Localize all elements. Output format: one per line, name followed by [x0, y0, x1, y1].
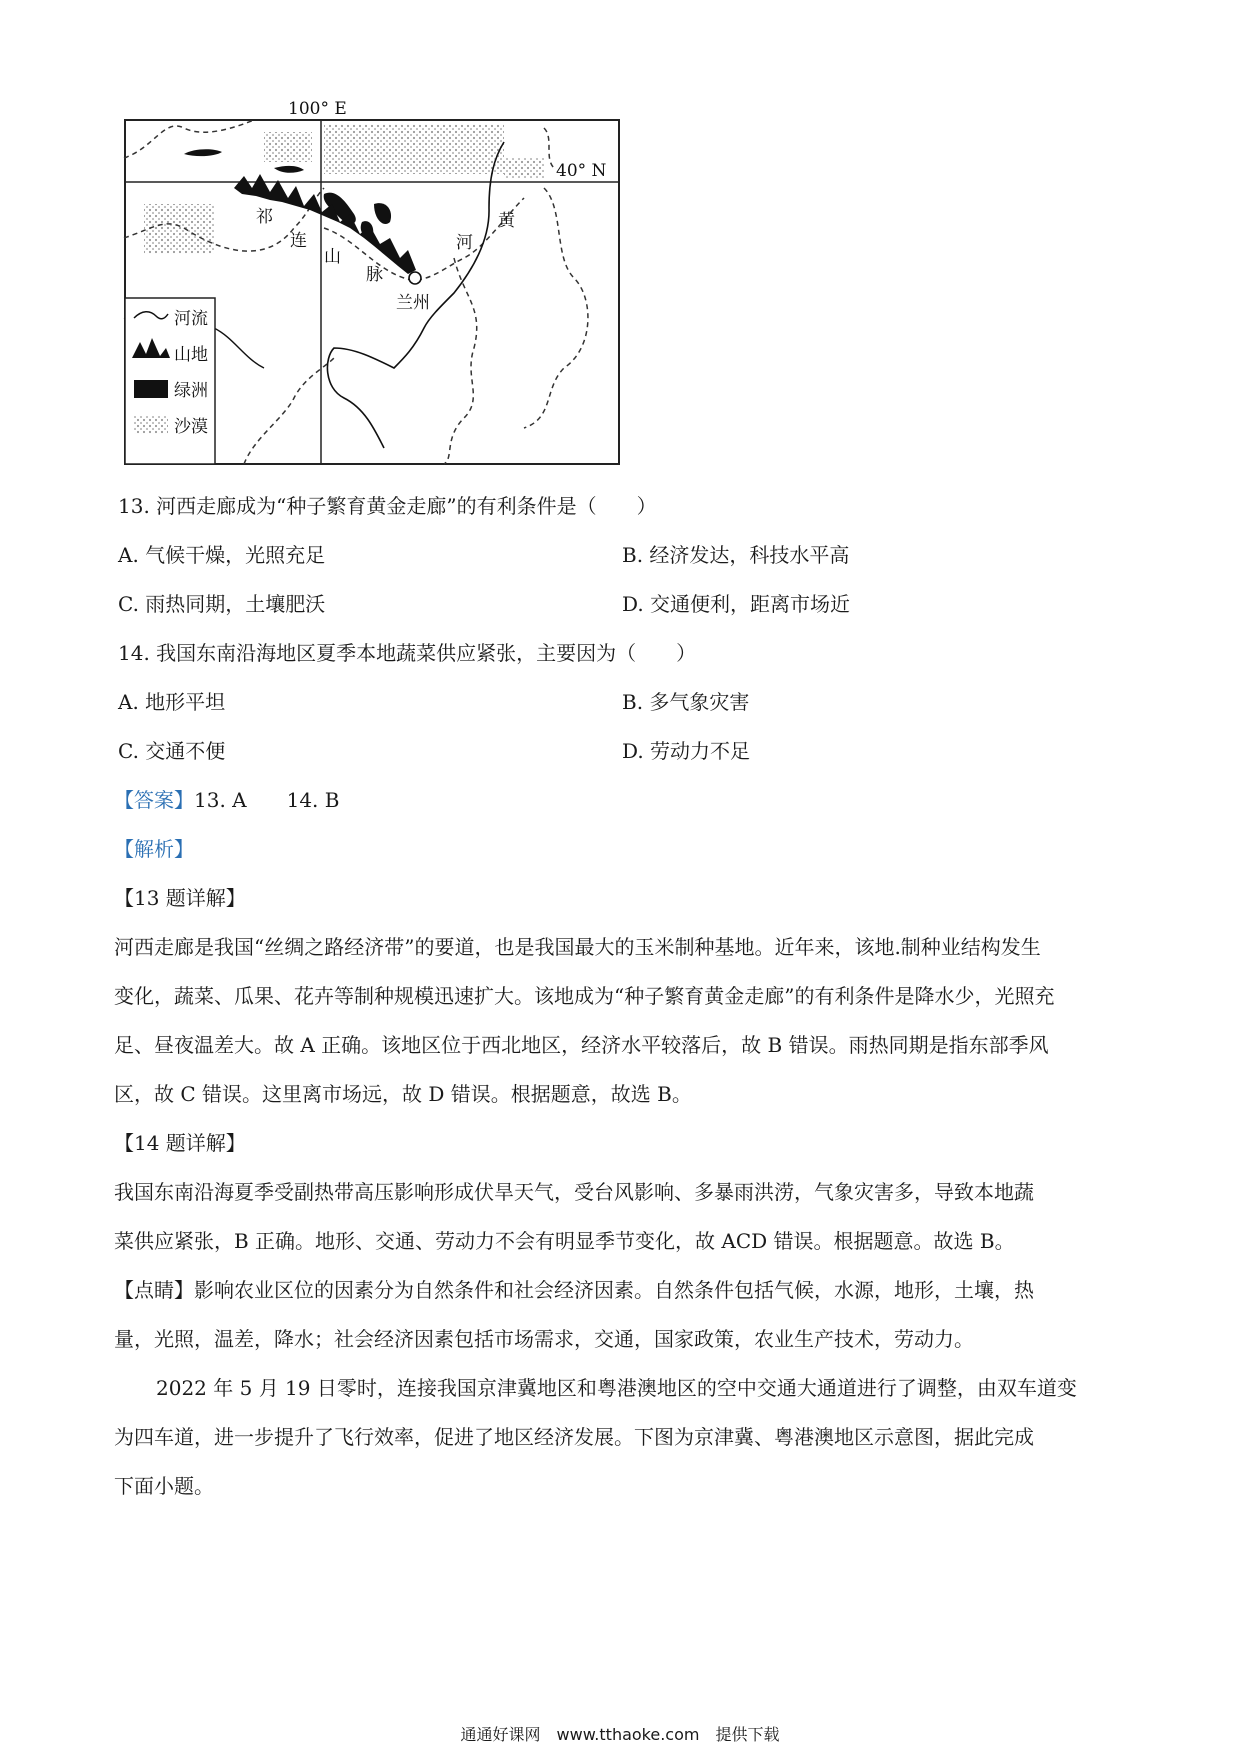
map-label-he: 河 [456, 233, 473, 253]
detail13-heading: 【13 题详解】 [114, 886, 246, 910]
desert-icon [134, 416, 168, 434]
latitude-label: 40° N [556, 161, 607, 181]
legend-river-label: 河流 [174, 309, 208, 329]
lanzhou-marker [409, 272, 421, 284]
desert-area-west [144, 204, 214, 254]
detail13-line: 变化，蔬菜、瓜果、花卉等制种规模迅速扩大。该地成为“种子繁育黄金走廊”的有利条件是降水少，光照充 [114, 984, 1055, 1008]
detail14-line: 我国东南沿海夏季受副热带高压影响形成伏旱天气，受台风影响、多暴雨洪涝，气象灾害多，导致本地蔬 [114, 1180, 1034, 1204]
map-label-lian: 连 [290, 231, 307, 251]
tip-line: 量，光照，温差，降水；社会经济因素包括市场需求，交通，国家政策，农业生产技术，劳动力。 [114, 1327, 974, 1351]
legend-oasis-label: 绿洲 [174, 381, 208, 401]
legend-desert-label: 沙漠 [174, 417, 208, 437]
border-line [444, 258, 477, 464]
map-label-mai: 脉 [366, 265, 383, 285]
page-footer: 通通好课网 www.tthaoke.com 提供下载 [460, 1725, 780, 1744]
desert-area-east [504, 158, 544, 178]
q13-option-a[interactable]: A. 气候干燥，光照充足 [118, 543, 326, 567]
passage-line: 为四车道，进一步提升了飞行效率，促进了地区经济发展。下图为京津冀、粤港澳地区示意图，据此完成 [114, 1425, 1034, 1449]
detail13-line: 河西走廊是我国“丝绸之路经济带”的要道，也是我国最大的玉米制种基地。近年来，该地.制种业结构发生 [114, 935, 1041, 959]
tip-line [114, 1276, 1034, 1304]
border-line [544, 128, 554, 168]
q14-option-d[interactable]: D. 劳动力不足 [622, 739, 751, 763]
detail14-line: 菜供应紧张，B 正确。地形、交通、劳动力不会有明显季节变化，故 ACD 错误。根据题意。故选 B。 [114, 1229, 1015, 1253]
q14-option-a[interactable]: A. 地形平坦 [118, 690, 226, 714]
hexi-corridor-map [124, 99, 620, 466]
desert-area-mid [264, 132, 312, 162]
answer-tag: 【答案】 [114, 788, 194, 812]
q13-stem: 13. 河西走廊成为“种子繁育黄金走廊”的有利条件是（ ） [118, 494, 657, 518]
map-label-qi: 祁 [256, 207, 273, 227]
longitude-label: 100° E [288, 99, 347, 119]
map-label-lanzhou: 兰州 [396, 293, 430, 313]
answer-line [114, 786, 339, 814]
passage-line: 2022 年 5 月 19 日零时，连接我国京津冀地区和粤港澳地区的空中交通大通道进行了调整，由双车道变 [156, 1376, 1077, 1400]
desert-area-north [324, 124, 504, 174]
legend-mountain-label: 山地 [174, 345, 208, 365]
q13-option-b[interactable]: B. 经济发达，科技水平高 [622, 543, 850, 567]
detail13-line: 足、昼夜温差大。故 A 正确。该地区位于西北地区，经济水平较落后，故 B 错误。雨热同期是指东部季风 [114, 1033, 1049, 1057]
q14-option-b[interactable]: B. 多气象灾害 [622, 690, 750, 714]
passage-line: 下面小题。 [114, 1474, 214, 1498]
map-label-huang: 黄 [498, 211, 515, 231]
oasis-shape [274, 166, 304, 173]
detail14-heading: 【14 题详解】 [114, 1131, 246, 1155]
map-label-shan: 山 [324, 247, 341, 267]
answer-text: 13. A 14. B [194, 788, 340, 812]
oasis-icon [134, 380, 168, 398]
tip-text: 影响农业区位的因素分为自然条件和社会经济因素。自然条件包括气候，水源，地形，土壤，热 [194, 1278, 1034, 1302]
oasis-shape [374, 203, 391, 224]
map-figure [124, 99, 620, 466]
analysis-tag: 【解析】 [114, 837, 194, 861]
oasis-shape [184, 149, 222, 156]
q14-option-c[interactable]: C. 交通不便 [118, 739, 226, 763]
border-line [324, 198, 524, 280]
q13-option-c[interactable]: C. 雨热同期，土壤肥沃 [118, 592, 326, 616]
tip-tag: 【点睛】 [114, 1278, 194, 1302]
detail13-line: 区，故 C 错误。这里离市场远，故 D 错误。根据题意，故选 B。 [114, 1082, 692, 1106]
q13-option-d[interactable]: D. 交通便利，距离市场近 [622, 592, 851, 616]
border-line [524, 188, 588, 428]
q14-stem: 14. 我国东南沿海地区夏季本地蔬菜供应紧张，主要因为（ ） [118, 641, 697, 665]
